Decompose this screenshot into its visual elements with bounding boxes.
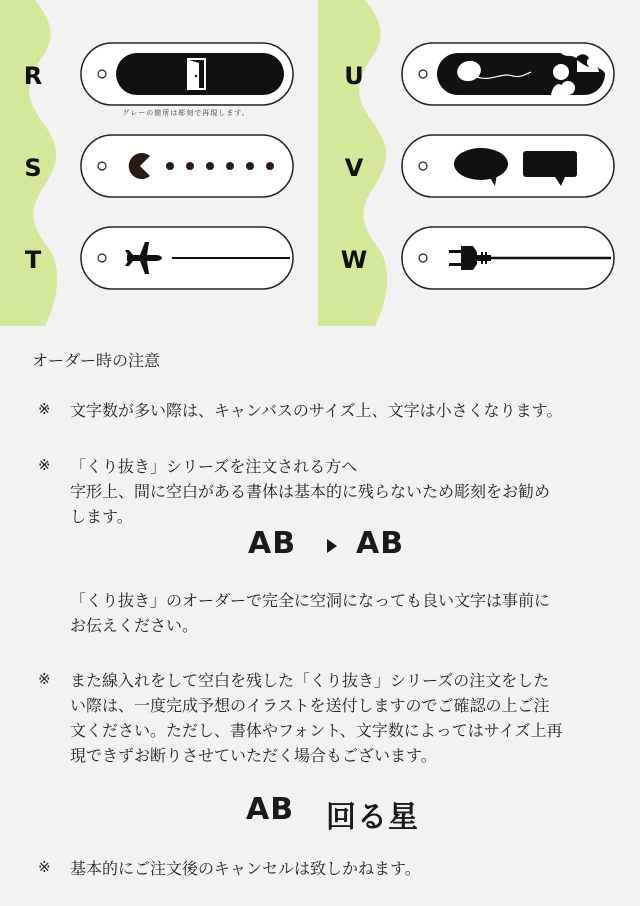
tag-letter-t: T: [24, 246, 42, 274]
note-2-line-4: 「くり抜き」のオーダーで完全に空洞になっても良い文字は事前に: [70, 591, 551, 610]
note-mark-4: ※: [38, 858, 51, 876]
tag-catalog: [0, 0, 640, 326]
tag-r: [80, 42, 294, 106]
engraving-caption: グレーの箇所は彫刻で再現します。: [122, 109, 250, 117]
note-2-line-2: 字形上、間に空白がある書体は基本的に残らないため彫刻をお勧め: [70, 482, 551, 501]
order-notes: [0, 326, 640, 906]
tag-letter-r: R: [23, 62, 43, 90]
note-mark-1: ※: [38, 400, 51, 418]
notes-heading: オーダー時の注意: [32, 351, 161, 370]
note-mark-2: ※: [38, 456, 51, 474]
tag-letter-v: V: [344, 154, 364, 182]
note-1: 文字数が多い際は、キャンバスのサイズ上、文字は小さくなります。: [70, 401, 563, 420]
note-3-line-3: 文ください。ただし、書体やフォント、文字数によってはサイズ上再: [70, 721, 563, 740]
tag-s: [80, 134, 294, 198]
note-3-line-1: また線入れをして空白を残した「くり抜き」シリーズの注文をした: [70, 671, 550, 690]
tag-v: [401, 134, 615, 198]
tag-t: [80, 226, 294, 290]
note-4: 基本的にご注文後のキャンセルは致しかねます。: [70, 859, 421, 878]
note-3-line-4: 現できずお断りさせていただく場合もございます。: [70, 746, 437, 765]
tag-u: [401, 42, 615, 106]
tag-letter-u: U: [344, 62, 364, 90]
tag-letter-w: W: [340, 246, 368, 274]
outline-demo-right: 回る星: [326, 800, 419, 835]
tag-w: [401, 226, 615, 290]
stencil-demo-right: AB: [356, 526, 405, 561]
note-2-line-5: お伝えください。: [70, 616, 199, 635]
note-mark-3: ※: [38, 670, 51, 688]
note-2-line-1: 「くり抜き」シリーズを注文される方へ: [70, 457, 358, 476]
note-3-line-2: い際は、一度完成予想のイラストを送付しますのでご確認の上ご注: [70, 696, 550, 715]
note-2-line-3: します。: [70, 507, 133, 526]
outline-demo-left: AB: [246, 792, 295, 827]
stencil-demo-left: AB: [248, 526, 297, 561]
arrow-right-icon: [326, 538, 338, 554]
tag-letter-s: S: [24, 154, 42, 182]
